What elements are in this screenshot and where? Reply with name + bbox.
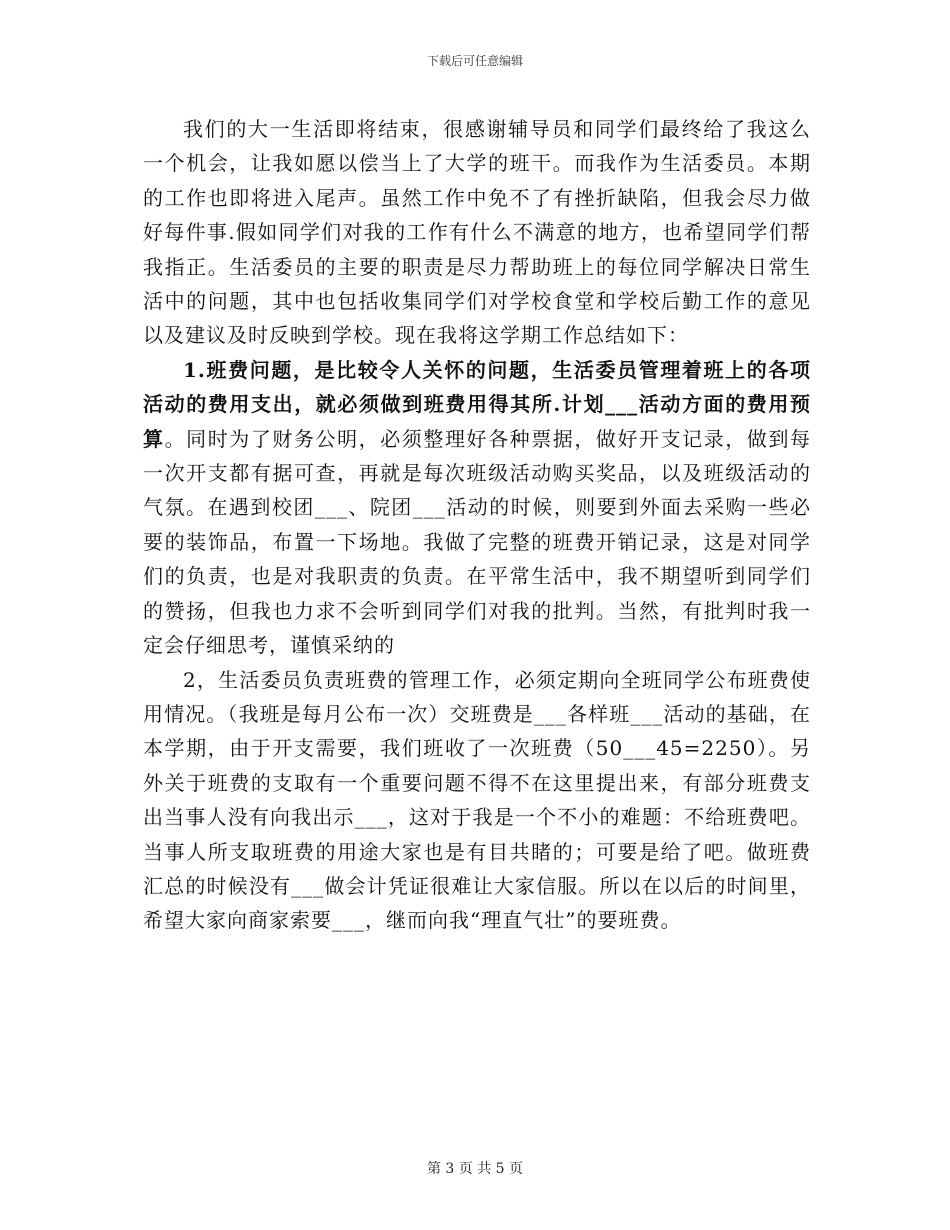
document-body bbox=[143, 112, 811, 938]
paragraph-body-text: 。同时为了财务公明，必须整理好各种票据，做好开支记录，做到每一次开支都有据可查，再就是每次班级活动购买奖品，以及班级活动的气氛。在遇到校团___、院团___活动的时候，则要到外面去采购一些必要的装饰品，布置一下场地。我做了完整的班费开销记录，这是对同学们的负责，也是对我职责的负责。在平常生活中，我不期望听到同学们的赞扬，但我也力求不会听到同学们对我的批判。当然，有批判时我一定会仔细思考，谨慎采纳的 bbox=[143, 426, 812, 658]
paragraph-bold-lead: 1.班费问题，是比较令人关怀的问题，生活委员管理着班上的各项活动的费用支出，就必须做到班费用得其所.计划___活动方面的费用预算 bbox=[143, 357, 811, 451]
page-number: 第 3 页 共 5 页 bbox=[426, 1161, 524, 1177]
paragraph-class-fee-problem bbox=[143, 353, 811, 663]
page-header: 下载后可任意编辑 bbox=[426, 54, 523, 68]
paragraph-intro: 我们的大一生活即将结束，很感谢辅导员和同学们最终给了我这么一个机会，让我如愿以偿当上了大学的班干。而我作为生活委员。本期的工作也即将进入尾声。虽然工作中免不了有挫折缺陷，但我会尽力做好每件事.假如同学们对我的工作有什么不满意的地方，也希望同学们帮我指正。生活委员的主要的职责是尽力帮助班上的每位同学解决日常生活中的问题，其中也包括收集同学们对学校食堂和学校后勤工作的意见以及建议及时反映到学校。现在我将这学期工作总结如下： bbox=[143, 117, 811, 348]
paragraph-fee-management: 2，生活委员负责班费的管理工作，必须定期向全班同学公布班费使用情况。（我班是每月公布一次）交班费是___各样班___活动的基础，在本学期，由于开支需要，我们班收了一次班费（50___45=2250）。另外关于班费的支取有一个重要问题不得不在这里提出来，有部分班费支出当事人没有向我出示___，这对于我是一个不小的难题：不给班费吧。当事人所支取班费的用途大家也是有目共睹的；可要是给了吧。做班费汇总的时候没有___做会计凭证很难让大家信服。所以在以后的时间里，希望大家向商家索要___，继而向我“理直气壮”的要班费。 bbox=[143, 667, 811, 933]
